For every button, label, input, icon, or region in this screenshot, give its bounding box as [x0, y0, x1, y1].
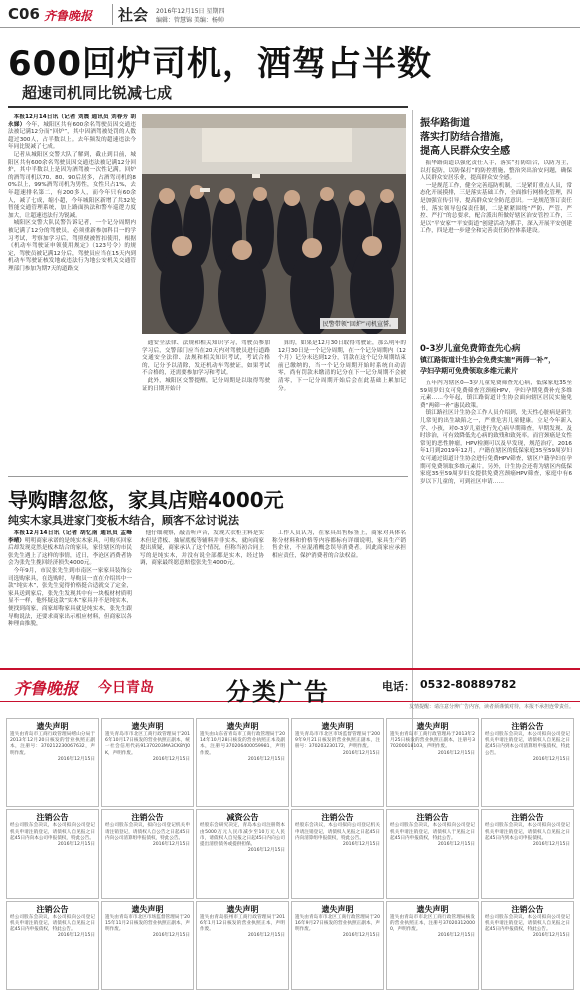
sidebar-body-1: 振华路街道以强化责任人手，落实“打防结合，以防为主，以打促防，以防保打”的防控措施，整治突出治安问题，确保人民群众安居乐业，提高群众安全感。 — [420, 160, 572, 182]
headline-main: 600回炉司机，酒驾占半数 — [8, 44, 432, 84]
story3-col3 — [272, 530, 406, 662]
ad-body: 经公司股东会决议，本公司拟向公司登记机关申请注销登记，请债权人自见报之日起45日内到本公司清算组申报债权，特此公告。 — [485, 732, 570, 756]
story1-col2-text: 通安全法律、法规和相关知识学习，驾驶员参加学习后，交警部门应当在20天内对驾驶员进行道路交通安全法律、法规和相关知识考试，考试合格的，记分予以清除，发还机动车驾驶证，如果考试不合格的，还需要参加学习和考试。 — [142, 340, 270, 377]
ad-body: 遗失青岛市市北区工商行政管理局于2016年10月17日核发的营业执照正副本，统一社会信用代码91370203MA3CK8YJ0K，声明作废。 — [105, 732, 190, 756]
ad-title: 注销公告 — [36, 813, 69, 823]
classified-ad — [196, 901, 289, 990]
story3-col3-text: 工作人员认为，在家具出售标签上，商家对具体名称分材料和价格等内容都标有详细说明，家具生产销售企业，不应混淆概念误导消费者。因此商家应承担相应责任，保护消费者的合法权益。 — [272, 530, 406, 559]
story3-col2-text: 他仔细观察，敲击听声音，发现大衣柜主料是实木但是背板、抽屉底板等辅料并非实木，就向商家提出质疑，商家承认了这个情况，但称当初合同上写的是纯实木，并没有说全部都是实木，经过协调，商家最终愿意赔偿张先生4000元。 — [140, 530, 264, 567]
ad-body: 遗失由青岛市市北区工商行政管理局核发的营业执照正本，注册号370203120000，声明作废。 — [390, 914, 475, 933]
ad-body: 经公司股东会决议，本公司拟向公司登记机关申请注销登记，请债权人于见报之日起45日内申报债权，特此公告。 — [390, 823, 475, 841]
classified-ad — [6, 718, 99, 807]
ad-body: 经股东会研究决定，青岛本公司注册资本由5000万元人民币减少至10万元人民币，请债权人自见报之日起45日内向公司提出清偿债务或提供担保。 — [200, 823, 285, 847]
classified-ad — [481, 901, 574, 990]
sidebar-story2-sub1: 镇江路街道计生协会免费实施“两筛一补”， — [420, 356, 556, 364]
subhead-main: 超速司机同比锐减七成 — [22, 84, 173, 102]
ad-body: 经股东会决议，本公司拟向公司登记机关申请注销登记，请债权人见报之日起45日内向清算组申报债权，特此公告。 — [295, 823, 380, 841]
classified-grid — [6, 718, 574, 990]
story3-col1 — [8, 530, 132, 662]
ad-title: 遗失声明 — [226, 904, 259, 914]
section-divider — [8, 476, 408, 477]
story1-col1c: 城阳区交警大队民警告诉记者，一个记分周期内被记满了12分的驾驶员，必须重新参加科目一的学习考试，考察加学习后，驾照便被暂扣使用，根据《机动车驾驶证申领使用规定》（123号令）的规定，驾驶员被记满12分后，驾驶员应当在15天内到机动车驾驶证核发地或违法行为地公安机关交通管理部门参加为期7天的道路交 — [8, 220, 136, 272]
ad-body: 遗失由青岛市工商行政管理局于2013年2月25日核发的营业执照正副本，注册号370200018103，声明作废。 — [390, 732, 475, 750]
ad-date: 2016年12月15日 — [247, 756, 285, 762]
story3-col1-text: 明明商家承诺的是纯实木家具，可购买回家后却发现竟然是板木结合的家具，家住辖区的市民张先生遇上了这样的事情，近日，李沧区消费者协会为张先生挽回经济损失4000元。 — [8, 537, 132, 567]
ad-body: 遗失由山东省青岛市工商行政管理局于2014年10月28日核发的营业执照正本及副本，注册号370206400059981，声明作废。 — [200, 732, 285, 756]
classified-banner — [0, 668, 580, 706]
sidebar-story2-title: 0-3岁儿童免费筛查先心病 — [420, 344, 521, 354]
ad-date: 2016年12月15日 — [342, 841, 380, 847]
story1-col2b: 此外，城阳区交警提醒，记分周期是以取得驾驶证的日期开始计 — [142, 377, 270, 392]
ad-title: 注销公告 — [511, 722, 544, 731]
ad-date: 2016年12月15日 — [247, 848, 285, 854]
header-editors: 编辑：管慧锦 美编：杨帅 — [156, 17, 224, 24]
story3-col2 — [140, 530, 264, 662]
ad-date: 2016年12月15日 — [57, 841, 95, 847]
ad-date: 2016年12月15日 — [437, 933, 475, 939]
sidebar-story2-body-2: 镇江路社区计生协会工作人员介绍到，先天性心脏病是新生儿常见的出生缺陷之一，严重危害儿童健康。立足今年新入学、小孩，对0-3岁儿童进行先心病早期筛查，早期发现、及时诊治，可有效降低先心病的致残和致死率。而宫颈癌是女性常见的恶性肿瘤，HPV检测可以及早发现，规范治疗，2016年1月到2019年12月，户籍在辖区的低保家庭35至59周岁妇女可通过街道计生协会进行免费HPV筛查，辖区户籍孕妇在孕期可免费领取多维元素片。另外，计生协会还将为辖区内低保家庭35至59周岁妇女提供免费宫颈癌HPV筛查，家庭中有6岁以下儿童的，可到社区申请…… — [420, 410, 572, 485]
ad-body: 遗失由青岛市市北区工商行政管理局于2016年9月27日核发的营业执照正副本，声明作废。 — [295, 914, 380, 933]
classified-ad — [386, 809, 479, 898]
ad-date: 2016年12月15日 — [152, 841, 190, 847]
sidebar-kicker: 振华路街道 — [420, 118, 470, 129]
classified-phone: 0532-80889782 — [420, 678, 517, 691]
ad-date: 2016年12月15日 — [532, 756, 570, 762]
classified-ad — [481, 718, 574, 807]
ad-title: 注销公告 — [511, 813, 544, 823]
ad-date: 2016年12月15日 — [342, 933, 380, 939]
ad-title: 遗失声明 — [131, 722, 164, 731]
ad-body: 经公司股东会决议，本公司拟向公司登记机关申请注销登记，请债权人自见报之日起45日内申报债权，特此公告。 — [10, 914, 95, 933]
story1-col1-text: 今年，城阳区共有600余名驾驶员因交通违法被记满12分而“回炉”，其中因酒驾被处罚的人数超过300人，占半数以上。去年频发的超速违法今年同比锐减了七成。 — [8, 121, 136, 151]
ad-body: 经公司股东会决议，本公司拟向公司登记机关申请注销登记，请债权人自见报之日起45日内向本公司申报债权，特此公告。 — [10, 823, 95, 841]
ad-body: 遗失由青岛市市北区市场监督管理局于2015年11月2日核发的营业执照正副本，声明作废。 — [105, 914, 190, 933]
ad-body: 经公司股东会决议，本公司拟向公司登记机关申请注销登记，请债权人自见报之日起45日内申报债权，特此公告。 — [485, 914, 570, 933]
classified-ad — [6, 901, 99, 990]
section-label: 社会 — [112, 4, 148, 25]
ad-date: 2016年12月15日 — [437, 750, 475, 756]
ad-title: 注销公告 — [511, 904, 544, 914]
story3-byline: 本报12月14日讯（记者 胡忆南 通讯员 孟峰 李晴） — [8, 530, 132, 544]
ad-date: 2016年12月15日 — [57, 756, 95, 762]
page-number: C06 — [8, 5, 40, 23]
ad-date: 2016年12月15日 — [437, 841, 475, 847]
ad-title: 遗失声明 — [36, 722, 69, 731]
ad-title: 减资公告 — [226, 813, 259, 823]
ad-date: 2016年12月15日 — [152, 933, 190, 939]
ads-grid — [6, 718, 574, 990]
sidebar-story2-body — [420, 380, 572, 580]
ad-title: 注销公告 — [131, 813, 164, 823]
story1-byline: 本报12月14日讯（记者 刘震 通讯员 刘春芳 胡永娣） — [8, 114, 136, 128]
story1-col2 — [142, 340, 270, 472]
ad-date: 2016年12月15日 — [532, 933, 570, 939]
story3-col1b: 今年9月，市民张先生到市南区一家家具装饰公司选购家具，在选购时，导购员一直在介绍其中一款“纯实木”，张先生觉得价格挺合适就交了定金，家具送到家后，张先生发现其中有一块板材材质明显不一样，他怀疑这款“实木”家具并不是纯实木，便找到商家，商家却称家具就是纯实木，张先生跟导购说法，还要求商家出示相应材料，但商家以各种理由推脱， — [8, 567, 132, 628]
story1-col3 — [278, 340, 406, 472]
story1-col1b: 记者从城阳区交警大队了解到，截止到目前，城阳区共有600余名驾驶员因交通违法被记满12分回炉，其中半数以上是因为酒驾被一次性记满。回炉的酒驾司机以70、80、90后居多，占酒驾司机的80%以上，99%酒驾司机为男性，女性只占1%，去年超速排名第二，有200多人，而今年只有60余人，减了七成，缩小超，今年城阳区新增了共32处智能交通管理系统，加上路面执法和警车巡逻力度加大，让超速违法行为锐减。 — [8, 151, 136, 219]
ad-title: 遗失声明 — [416, 722, 449, 731]
ad-body: 经公司股东会决议，本公司拟向公司登记机关申请注销登记，请债权人自见报之日起45日内到本公司申报债权。 — [485, 823, 570, 841]
classified-logo-sub: 今日青岛 — [98, 680, 154, 696]
ad-title: 注销公告 — [416, 813, 449, 823]
ad-title: 遗失声明 — [321, 904, 354, 914]
ad-title: 注销公告 — [321, 813, 354, 823]
sidebar-title-2: 提高人民群众安全感 — [420, 146, 510, 157]
ad-title: 遗失声明 — [131, 904, 164, 914]
ad-date: 2016年12月15日 — [57, 933, 95, 939]
headline-divider — [8, 106, 408, 108]
photo-caption: 民警带领“回炉”司机宣誓。 — [320, 318, 398, 329]
classified-ad — [196, 809, 289, 898]
story1-col3-text: 算的，如果是12月30日取得驾驶证，那么明年的12月30日是一个记分周期，在一个记分周期内（12个月）记分未达到12分，罚款在这个记分周期结束前已缴纳的，当一个记分周期开始时系统自动清零，尚有罚款未缴清的记分在下一记分周期不会被清零，下一记分周期开始后会在此基础上累加记分。 — [278, 340, 406, 392]
sidebar-title-1: 落实打防结合措施， — [420, 132, 510, 143]
page-header — [0, 0, 580, 28]
classified-phone-label: 电话： — [382, 680, 415, 693]
header-date: 2016年12月15日 星期四 — [156, 8, 225, 15]
ad-title: 注销公告 — [36, 904, 69, 914]
classified-ad — [101, 718, 194, 807]
news-photo — [142, 114, 406, 334]
ad-body: 经公司股东会决议，拟向公司登记机关申请注销登记，请债权人自公告之日起45日内向公司清算组申报债权，特此公告。 — [105, 823, 190, 841]
subhead-story3: 纯实木家具进家门变板木结合，顾客不忿讨说法 — [8, 514, 239, 527]
sidebar-story2-body-1: 五年内为辖区0—3岁儿童免费筛查先心病，低保家庭35至59周岁妇女可免费筛查宫颈癌HPV，孕妇孕期免费补充多维元素……今年起，镇江路街道计生协会面向辖区居民实施免费“两筛一补”惠民政策。 — [420, 380, 572, 409]
ad-title: 遗失声明 — [321, 722, 354, 731]
ad-body: 遗失青岛市市北区市场监督管理局于2009年9月21日核发的营业执照正副本，注册号：370203230172，声明作废。 — [295, 732, 380, 750]
story1-col1 — [8, 114, 136, 472]
classified-ad — [386, 901, 479, 990]
classified-ad — [291, 718, 384, 807]
ad-title: 遗失声明 — [416, 904, 449, 914]
classified-ad — [291, 809, 384, 898]
ad-body: 遗失由青岛胶州市工商行政管理局于2016年1月12日核发的营业执照正本，声明作废。 — [200, 914, 285, 933]
classified-ad — [6, 809, 99, 898]
headline-story3: 导购瞎忽悠，家具店赔4000元 — [8, 488, 284, 512]
classified-ad — [481, 809, 574, 898]
classified-ad — [196, 718, 289, 807]
sidebar-body-2: 一是规范工作，健全完善巡防机制，二是紧盯重点人员，常态化开展摸排，三是落实基础工作，全面推行网格化管理，四是加强宣传引导，提高群众安全防范意识。一是规范签订责任书，落实领导包保责任制，二是紧紧围绕“严防、严管、严控、严打”的总要求，配合派出所做好辖区治安管控工作，三是以“平安家”“平安街道”创建活动为抓手，深入开展平安创建工作，四是进一步建全和完善责任防控体系建设。 — [420, 182, 572, 235]
classified-ad — [291, 901, 384, 990]
ad-date: 2016年12月15日 — [532, 841, 570, 847]
ad-body: 遗失由青岛市工商行政管理局崂山分局于2013年12月20日核发的营业执照正副本，注册号：370212230067632，声明作废。 — [10, 732, 95, 756]
ad-date: 2016年12月15日 — [342, 750, 380, 756]
ad-title: 遗失声明 — [226, 722, 259, 731]
classified-notice: 友情提醒：请注意分辨广告内容，读者须谨慎对待，本报不承担连带责任。 — [408, 704, 574, 710]
classified-logo: 齐鲁晚报 — [14, 679, 79, 698]
classified-ad — [101, 901, 194, 990]
classified-ad — [386, 718, 479, 807]
sidebar-body — [420, 160, 572, 336]
ad-date: 2016年12月15日 — [247, 933, 285, 939]
sidebar-story2-sub2: 孕妇孕期可免费领取多维元素片 — [420, 367, 518, 375]
photo-scene-illustration — [142, 114, 406, 334]
ad-date: 2016年12月15日 — [152, 756, 190, 762]
header-logo: 齐鲁晚报 — [44, 9, 93, 23]
classified-ad — [101, 809, 194, 898]
sidebar-divider — [412, 110, 413, 750]
classified-title: 分类广告 — [226, 678, 330, 706]
